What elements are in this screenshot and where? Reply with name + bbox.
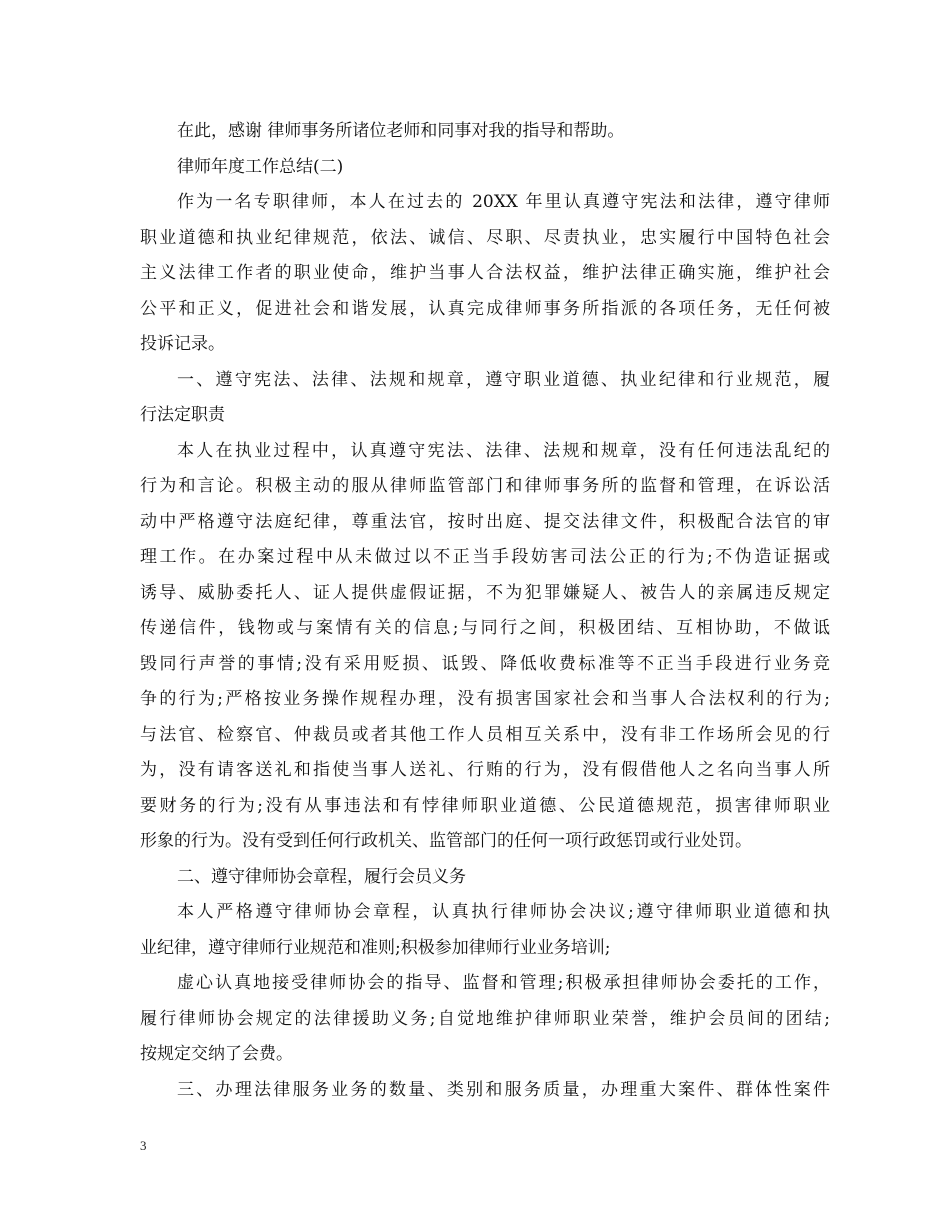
text-line: 为，没有请客送礼和指使当事人送礼、行贿的行为，没有假借他人之名向当事人所 [140,760,830,780]
text-line: 行为和言论。积极主动的服从律师监管部门和律师事务所的监督和管理，在诉讼活 [140,476,830,496]
heading-three [140,1073,830,1109]
text-line: 本人在执业过程中，认真遵守宪法、法律、法规和规章，没有任何违法乱纪的 [177,440,830,461]
text-line: 履行律师协会规定的法律援助义务;自觉地维护律师职业荣誉，维护会员间的团结; [140,1008,830,1029]
text-line: 按规定交纳了会费。 [140,1044,293,1064]
text-line: 职业道德和执业纪律规范，依法、诚信、尽职、尽责执业，忠实履行中国特色社会 [140,227,830,248]
page-number: 3 [140,1138,147,1153]
text-line: 动中严格遵守法庭纪律，尊重法官，按时出庭、提交法律文件，积极配合法官的审 [140,511,830,532]
text-line: 毁同行声誉的事情;没有采用贬损、诋毁、降低收费标准等不正当手段进行业务竞 [140,653,830,674]
text-line: 形象的行为。没有受到任何行政机关、监管部门的任何一项行政惩罚或行业处罚。 [140,831,752,851]
text-line: 投诉记录。 [140,334,225,354]
text-line: 二、遵守律师协会章程，履行会员义务 [177,866,466,887]
text-line: 主义法律工作者的职业使命，维护当事人合法权益，维护法律正确实施，维护社会 [140,263,830,283]
heading-two [140,860,830,896]
text-line: 公平和正义，促进社会和谐发展，认真完成律师事务所指派的各项任务，无任何被 [140,298,830,319]
text-line: 行法定职责 [140,405,225,425]
heading-one [140,363,830,434]
text-line: 律师年度工作总结(二) [177,156,344,177]
text-line: 虚心认真地接受律师协会的指导、监督和管理;积极承担律师协会委托的工作， [177,973,830,993]
paragraph-section-two-b [140,966,830,1073]
text-line: 与法官、检察官、仲裁员或者其他工作人员相互关系中，没有非工作场所会见的行 [140,724,830,745]
document-body [140,114,830,1108]
text-line: 三、办理法律服务业务的数量、类别和服务质量，办理重大案件、群体性案件 [177,1079,830,1100]
text-line: 理工作。在办案过程中从未做过以不正当手段妨害司法公正的行为;不伪造证据或 [140,547,830,567]
text-line: 传递信件，钱物或与案情有关的信息;与同行之间，积极团结、互相协助，不做诋 [140,618,830,638]
text-line: 在此，感谢 律师事务所诸位老师和同事对我的指导和帮助。 [177,121,625,141]
paragraph-section-one [140,434,830,860]
paragraph-intro [140,185,830,363]
section-title [140,150,830,186]
text-line: 争的行为;严格按业务操作规程办理，没有损害国家社会和当事人合法权利的行为; [140,689,830,709]
paragraph-section-two-a [140,895,830,966]
text-line: 一、遵守宪法、法律、法规和规章，遵守职业道德、执业纪律和行业规范，履 [177,369,830,390]
text-line: 作为一名专职律师，本人在过去的 20XX 年里认真遵守宪法和法律，遵守律师 [177,192,830,212]
paragraph-thanks [140,114,830,150]
text-line: 业纪律，遵守律师行业规范和准则;积极参加律师行业业务培训; [140,937,611,958]
text-line: 本人严格遵守律师协会章程，认真执行律师协会决议;遵守律师职业道德和执 [177,902,830,922]
text-line: 要财务的行为;没有从事违法和有悖律师职业道德、公民道德规范，损害律师职业 [140,795,830,816]
text-line: 诱导、威胁委托人、证人提供虚假证据，不为犯罪嫌疑人、被告人的亲属违反规定 [140,582,830,603]
